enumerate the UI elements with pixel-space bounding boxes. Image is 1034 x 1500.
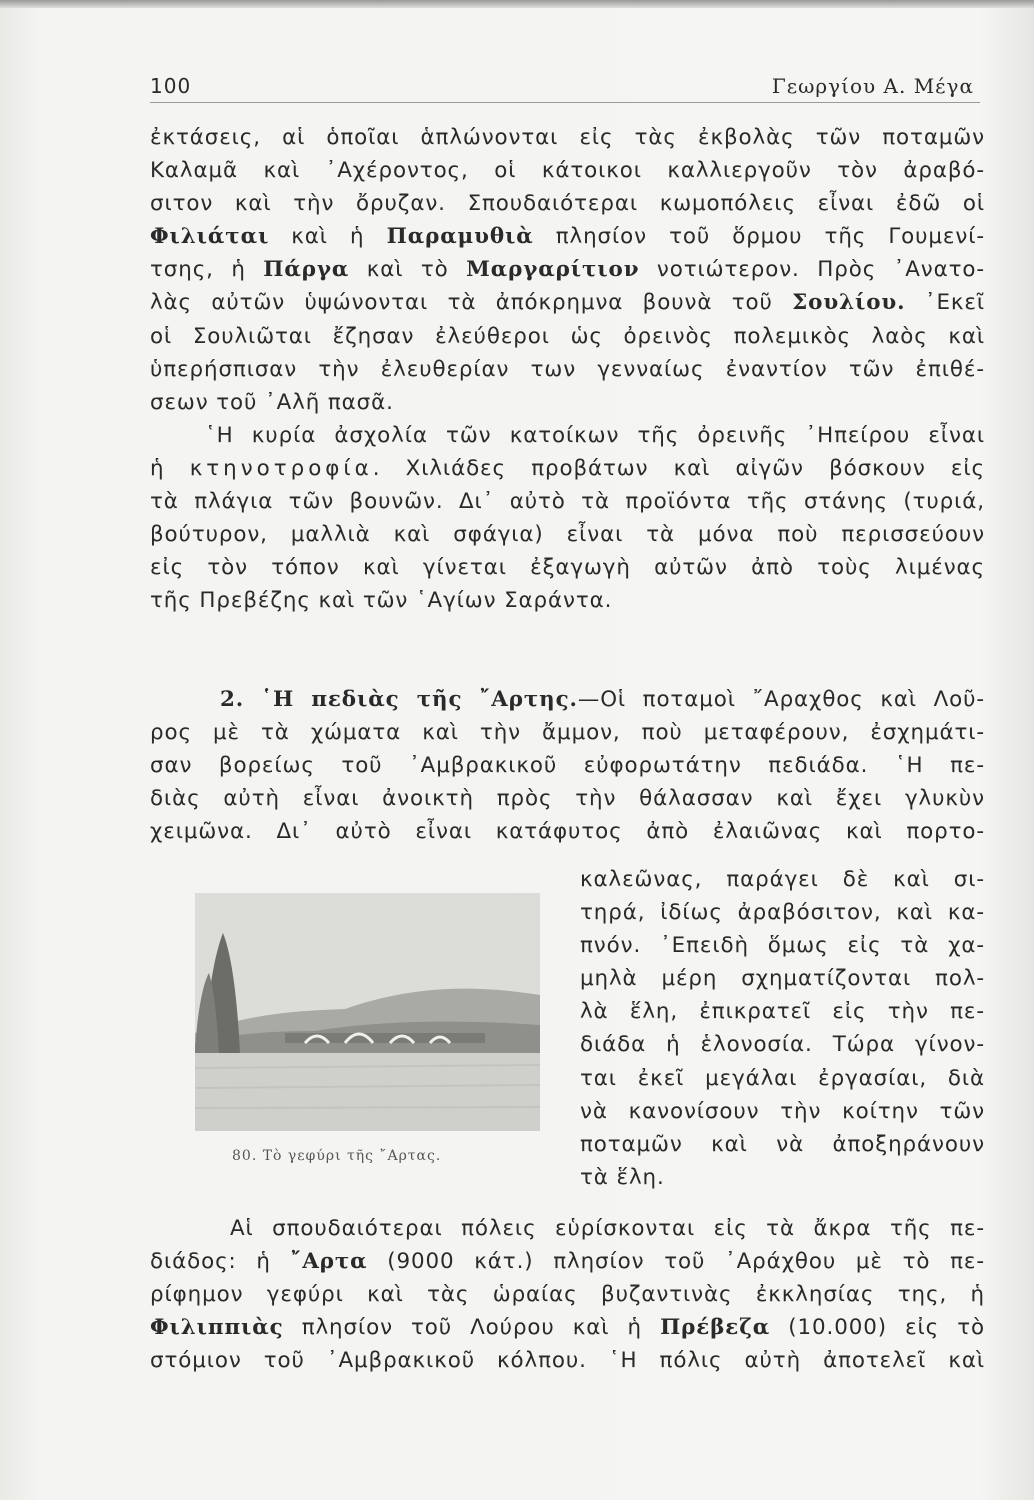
text-line <box>150 1311 985 1344</box>
text-span: πλησίον τοῦ ὅρμου τῆς Γουμενί- <box>533 224 985 250</box>
text-line: οἱ Σουλιῶται ἔζησαν ἐλεύθεροι ὡς ὀρεινὸς πολεμικὸς λαὸς καὶ <box>150 323 985 349</box>
page-edge <box>0 0 1034 8</box>
text-line: τὰ πλάγια τῶν βουνῶν. Δι᾿ αὐτὸ τὰ προϊόντα τῆς στάνης (τυριά, <box>150 489 985 515</box>
bridge-photo-drawing <box>195 893 540 1131</box>
place-name: Φιλιάται <box>150 224 270 250</box>
text-line: λὰ ἕλη, ἐπικρατεῖ εἰς τὴν πε- <box>580 999 985 1025</box>
text-line <box>150 220 985 253</box>
text-line: διάδα ἡ ἑλονοσία. Τώρα γίνον- <box>580 1032 985 1058</box>
place-name: Πάργα <box>263 257 350 283</box>
text-line: σαν βορείως τοῦ ᾿Αμβρακικοῦ εὐφορωτάτην πεδιάδα. ῾Η πε- <box>150 753 985 779</box>
text-span: ᾿Εκεῖ <box>905 290 985 316</box>
text-line: ῾Η κυρία ἀσχολία τῶν κατοίκων τῆς ὀρεινῆς ᾿Ηπείρου εἶναι <box>205 422 985 448</box>
bridge-photo <box>195 893 540 1131</box>
text-line: εἰς τὸν τόπον καὶ γίνεται ἐξαγωγὴ αὐτῶν ἀπὸ τοὺς λιμένας <box>150 555 985 581</box>
text-line <box>150 683 985 716</box>
place-name: Μαργαρίτιον <box>466 257 640 283</box>
text-line: Καλαμᾶ καὶ ᾿Αχέροντος, οἱ κάτοικοι καλλιεργοῦν τὸν ἀραβό- <box>150 158 985 184</box>
text-span: —Οἱ ποταμοὶ ῎Αραχθος καὶ Λοῦ- <box>577 687 986 712</box>
text-span: . Χιλιάδες προβάτων καὶ αἰγῶν βόσκουν εἰς <box>372 455 985 481</box>
text-line: σιτον καὶ τὴν ὄρυζαν. Σπουδαιότεραι κωμοπόλεις εἶναι ἐδῶ οἱ <box>150 191 985 217</box>
section-1-text <box>150 121 985 617</box>
text-line <box>150 452 985 485</box>
text-line: σεων τοῦ ᾿Αλῆ πασᾶ. <box>150 389 394 415</box>
text-span: νοτιώτερον. Πρὸς ᾿Ανατο- <box>639 257 985 283</box>
running-head: Γεωργίου Α. Μέγα <box>771 74 974 98</box>
text-line: ὑπερήσπισαν τὴν ἐλευθερίαν των γενναίως ἐναντίον τῶν ἐπιθέ- <box>150 356 985 382</box>
text-span: (10.000) εἰς τὸ <box>770 1315 985 1341</box>
text-line: Αἱ σπουδαιότεραι πόλεις εὑρίσκονται εἰς τὰ ἄκρα τῆς πε- <box>230 1216 985 1241</box>
text-span: (9000 κάτ.) πλησίον τοῦ ᾿Αράχθου μὲ τὸ πε- <box>367 1249 985 1275</box>
place-name: Φιλιππιὰς <box>150 1315 284 1341</box>
wrapped-text-column <box>580 863 985 1194</box>
section-2-text <box>150 683 985 848</box>
text-line <box>150 286 985 319</box>
text-line: τῆς Πρεβέζης καὶ τῶν ῾Αγίων Σαράντα. <box>150 588 613 614</box>
text-line <box>150 253 985 286</box>
section-heading: 2. ῾Η πεδιὰς τῆς ῎Αρτης. <box>220 687 578 712</box>
text-line: χειμῶνα. Δι᾿ αὐτὸ εἶναι κατάφυτος ἀπὸ ἐλαιῶνας καὶ πορτο- <box>150 819 985 845</box>
place-name: Παραμυθιὰ <box>386 224 534 250</box>
figure-caption: 80. Τὸ γεφύρι τῆς ῎Αρτας. <box>232 1148 442 1164</box>
text-line: ρίφημον γεφύρι καὶ τὰς ὡραίας βυζαντινὰς ἐκκλησίας της, ἡ <box>150 1282 985 1308</box>
text-line: πνόν. ᾿Επειδὴ ὅμως εἰς τὰ χα- <box>580 933 985 959</box>
text-span: τσης, ἡ <box>150 257 264 283</box>
text-line: ἐκτάσεις, αἱ ὁποῖαι ἁπλώνονται εἰς τὰς ἐκβολὰς τῶν ποταμῶν <box>150 125 985 150</box>
text-line: ρος μὲ τὰ χώματα καὶ τὴν ἄμμον, ποὺ μεταφέρουν, ἐσχημάτι- <box>150 720 985 746</box>
place-name: Πρέβεζα <box>660 1315 771 1341</box>
text-span: ἡ <box>150 455 190 481</box>
text-span: διάδος: ἡ <box>150 1249 291 1275</box>
text-line: τηρά, ἰδίως ἀραβόσιτον, καὶ κα- <box>580 900 985 926</box>
page-header <box>150 72 980 103</box>
text-line: τὰ ἕλη. <box>580 1164 665 1190</box>
text-span: πλησίον τοῦ Λούρου καὶ ἡ <box>283 1315 661 1341</box>
text-line: ται ἐκεῖ μεγάλαι ἐργασίαι, διὰ <box>580 1065 985 1091</box>
text-line: μηλὰ μέρη σχηματίζονται πολ- <box>580 966 985 992</box>
place-name: ῎Αρτα <box>290 1249 368 1275</box>
text-line: νὰ κανονίσουν τὴν κοίτην τῶν <box>580 1098 985 1124</box>
text-line: βούτυρον, μαλλιὰ καὶ σφάγια) εἶναι τὰ μόνα ποὺ περισσεύουν <box>150 522 985 548</box>
text-line: καλεῶνας, παράγει δὲ καὶ σι- <box>580 867 985 892</box>
spaced-term: κτηνοτροφία <box>189 455 373 481</box>
text-line <box>150 1245 985 1278</box>
text-span: καὶ τὸ <box>349 257 467 283</box>
text-line: στόμιον τοῦ ᾿Αμβρακικοῦ κόλπου. ῾Η πόλις αὐτὴ ἀποτελεῖ καὶ <box>150 1348 985 1374</box>
cities-paragraph <box>150 1212 985 1377</box>
text-line: ποταμῶν καὶ νὰ ἀποξηράνουν <box>580 1131 985 1157</box>
page-number: 100 <box>150 74 192 98</box>
text-span: καὶ ἡ <box>269 224 387 250</box>
text-line: διὰς αὐτὴ εἶναι ἀνοικτὴ πρὸς τὴν θάλασσαν καὶ ἔχει γλυκὺν <box>150 786 985 812</box>
text-span: λὰς αὐτῶν ὑψώνονται τὰ ἀπόκρημνα βουνὰ τοῦ <box>150 290 793 316</box>
place-name: Σουλίου. <box>792 290 906 316</box>
